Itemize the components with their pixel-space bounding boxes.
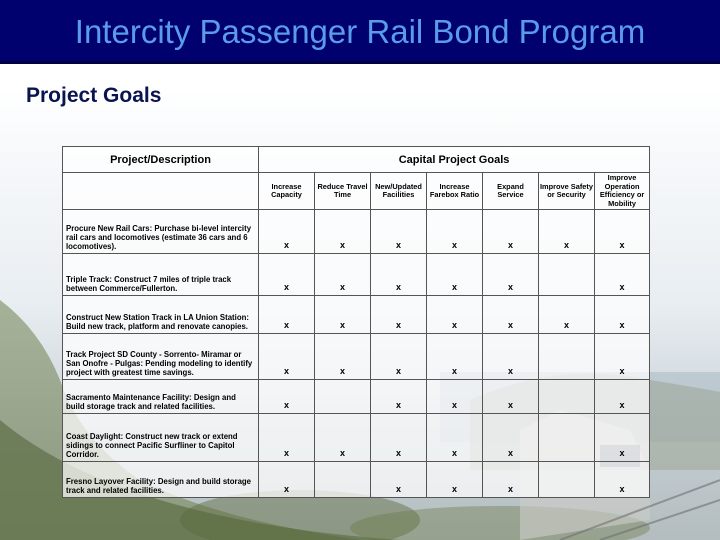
goal-mark: x [259,210,315,254]
slide-title: Intercity Passenger Rail Bond Program [74,13,646,50]
slide-subtitle: Project Goals [26,84,162,107]
goal-mark: x [259,414,315,462]
goal-mark: x [483,254,539,296]
table-row [63,296,650,334]
goal-mark [539,254,595,296]
goal-mark [539,462,595,498]
project-goals-table [62,146,650,498]
goal-mark: x [259,462,315,498]
goal-column-header: Increase Farebox Ratio [427,173,483,210]
goal-mark: x [595,414,650,462]
goal-column-header: New/Updated Facilities [371,173,427,210]
header-capital-project-goals: Capital Project Goals [259,147,650,173]
goal-mark: x [371,414,427,462]
table-row [63,380,650,414]
table-row [63,462,650,498]
goal-column-header: Improve Operation Efficiency or Mobility [595,173,650,210]
goal-mark [539,334,595,380]
project-description: Track Project SD County - Sorrento- Miramar or San Onofre - Pulgas: Pending modeling to identify project with greatest time savings. [63,334,259,380]
goal-mark: x [371,380,427,414]
goal-mark: x [539,296,595,334]
goal-mark: x [595,296,650,334]
project-description: Fresno Layover Facility: Design and build storage track and related facilities. [63,462,259,498]
goal-mark: x [483,296,539,334]
goal-column-header: Improve Safety or Security [539,173,595,210]
goal-mark: x [427,296,483,334]
goal-column-header: Reduce Travel Time [315,173,371,210]
goal-mark: x [427,254,483,296]
table-row [63,334,650,380]
goal-mark: x [595,254,650,296]
goal-mark: x [595,462,650,498]
project-description: Coast Daylight: Construct new track or extend sidings to connect Pacific Surfliner to Capitol Corridor. [63,414,259,462]
goal-mark: x [259,254,315,296]
goal-mark: x [259,334,315,380]
goal-mark: x [315,334,371,380]
goal-mark: x [371,210,427,254]
goal-mark: x [427,414,483,462]
goal-mark: x [595,380,650,414]
goal-mark: x [371,462,427,498]
goal-mark: x [259,296,315,334]
goal-mark: x [483,462,539,498]
goal-mark: x [483,210,539,254]
goal-mark: x [483,380,539,414]
goal-columns-blank [63,173,259,210]
project-description: Sacramento Maintenance Facility: Design and build storage track and related facilities. [63,380,259,414]
goal-mark [539,414,595,462]
goal-mark: x [595,210,650,254]
goal-mark: x [427,210,483,254]
goal-mark [315,380,371,414]
goal-mark: x [315,296,371,334]
title-bar [0,0,720,64]
project-description: Triple Track: Construct 7 miles of triple track between Commerce/Fullerton. [63,254,259,296]
goal-mark: x [315,414,371,462]
goal-mark: x [371,334,427,380]
table-row [63,254,650,296]
project-description: Procure New Rail Cars: Purchase bi-level intercity rail cars and locomotives (estimate 36 cars and 6 locomotives). [63,210,259,254]
project-description: Construct New Station Track in LA Union Station: Build new track, platform and renovate canopies. [63,296,259,334]
goal-mark [315,462,371,498]
goal-mark [539,380,595,414]
goal-mark: x [371,296,427,334]
goal-mark: x [539,210,595,254]
goal-column-header: Expand Service [483,173,539,210]
goal-mark: x [483,414,539,462]
goal-mark: x [427,462,483,498]
goal-mark: x [483,334,539,380]
header-project-description: Project/Description [63,147,259,173]
goal-mark: x [315,210,371,254]
goal-columns-row [63,173,650,210]
goal-mark: x [427,380,483,414]
goal-mark: x [259,380,315,414]
goal-column-header: Increase Capacity [259,173,315,210]
goal-mark: x [371,254,427,296]
table-row [63,414,650,462]
table-row [63,210,650,254]
table-header-row [63,147,650,173]
goal-mark: x [427,334,483,380]
goal-mark: x [315,254,371,296]
goal-mark: x [595,334,650,380]
